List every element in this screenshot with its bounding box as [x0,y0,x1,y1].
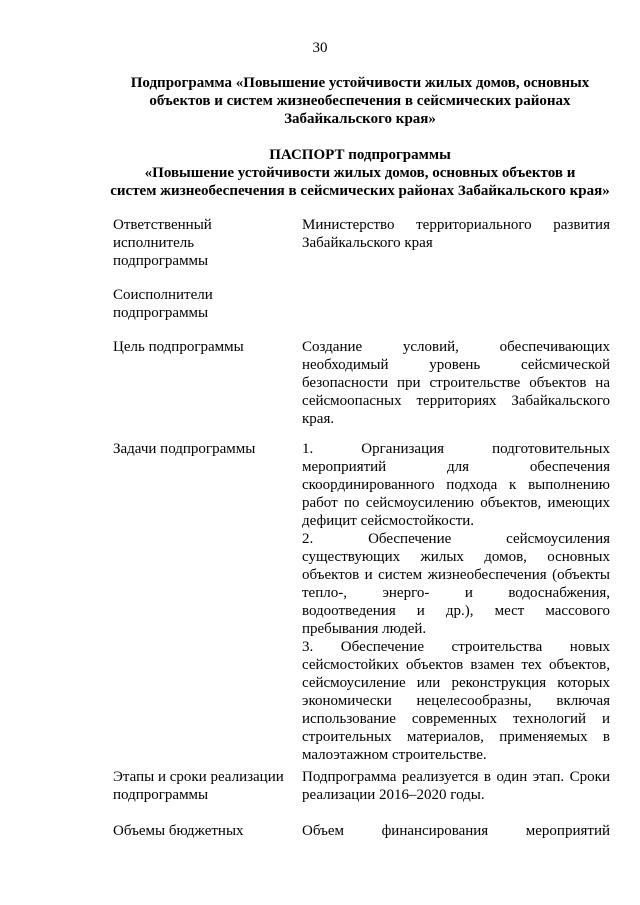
row-value [302,768,610,804]
value-line: малоэтажном строительстве. [302,747,487,763]
row-label [113,216,278,270]
value-line: необходимый уровень сейсмической [302,357,610,373]
value-line: 3. Обеспечение строительства новых [302,639,610,655]
passport-title-line: ПАСПОРТ подпрограммы [269,147,451,163]
label-line: подпрограммы [113,305,209,321]
subprogram-title-line: Забайкальского края» [284,111,436,127]
label-line: подпрограммы [113,253,209,269]
page-number: 30 [312,40,328,56]
value-line: объектов и систем жизнеобеспечения (объекты [302,567,610,583]
value-line: Забайкальского края [302,235,433,251]
passport-title-line: систем жизнеобеспечения в сейсмических районах Забайкальского края» [110,183,610,199]
value-line: реализации 2016–2020 годы. [302,787,485,803]
row-label [113,822,278,840]
value-line: тепло-, энерго- и водоснабжения, [302,585,610,601]
passport-title-line: «Повышение устойчивости жилых домов, основных объектов и [144,165,576,181]
label-line: Задачи подпрограммы [113,441,256,457]
value-line: Министерство территориального развития [302,217,610,233]
value-line: работ по сейсмоусилению объектов, имеющих [302,495,610,511]
row-value [302,216,610,252]
label-line: Этапы и сроки реализации [113,769,284,785]
label-line: исполнитель [113,235,195,251]
value-line: использование современных технологий и [302,711,610,727]
value-line: Подпрограмма реализуется в один этап. Сроки [302,769,610,785]
value-line: водоотведения и др.), мест массового [302,603,610,619]
value-line: сейсмоусиление или реконструкция которых [302,675,610,691]
value-line: пребывания людей. [302,621,427,637]
value-line: скоординированного подхода к выполнению [302,477,610,493]
row-label [113,768,293,804]
value-line: Объем финансирования мероприятий [302,823,610,839]
value-line: сейсмоопасных территориях Забайкальского [302,393,610,409]
value-line: дефицит сейсмостойкости. [302,513,475,529]
label-line: Объемы бюджетных [113,823,244,839]
value-line: Создание условий, обеспечивающих [302,339,610,355]
value-line: безопасности при строительстве объектов на [302,375,610,391]
passport-title [100,146,620,200]
value-line: строительных материалов, применяемых в [302,729,610,745]
value-line: существующих жилых домов, основных [302,549,610,565]
value-line: сейсмостойких объектов взамен тех объектов, [302,657,610,673]
label-line: подпрограммы [113,787,209,803]
value-line: 1. Организация подготовительных [302,441,610,457]
label-line: Цель подпрограммы [113,339,244,355]
row-label [113,286,278,322]
value-line: экономически нецелесообразны, включая [302,693,610,709]
row-value [302,822,610,840]
value-line: края. [302,411,335,427]
label-line: Соисполнители [113,287,213,303]
row-value [302,338,610,428]
subprogram-title-line: объектов и систем жизнеобеспечения в сейсмических районах [149,93,571,109]
value-line: мероприятий для обеспечения [302,459,610,475]
subprogram-title-line: Подпрограмма «Повышение устойчивости жилых домов, основных [130,75,590,91]
row-label [113,338,278,356]
value-line: 2. Обеспечение сейсмоусиления [302,531,610,547]
label-line: Ответственный [113,217,212,233]
subprogram-title [100,74,620,128]
row-value [302,440,610,764]
row-label [113,440,278,458]
